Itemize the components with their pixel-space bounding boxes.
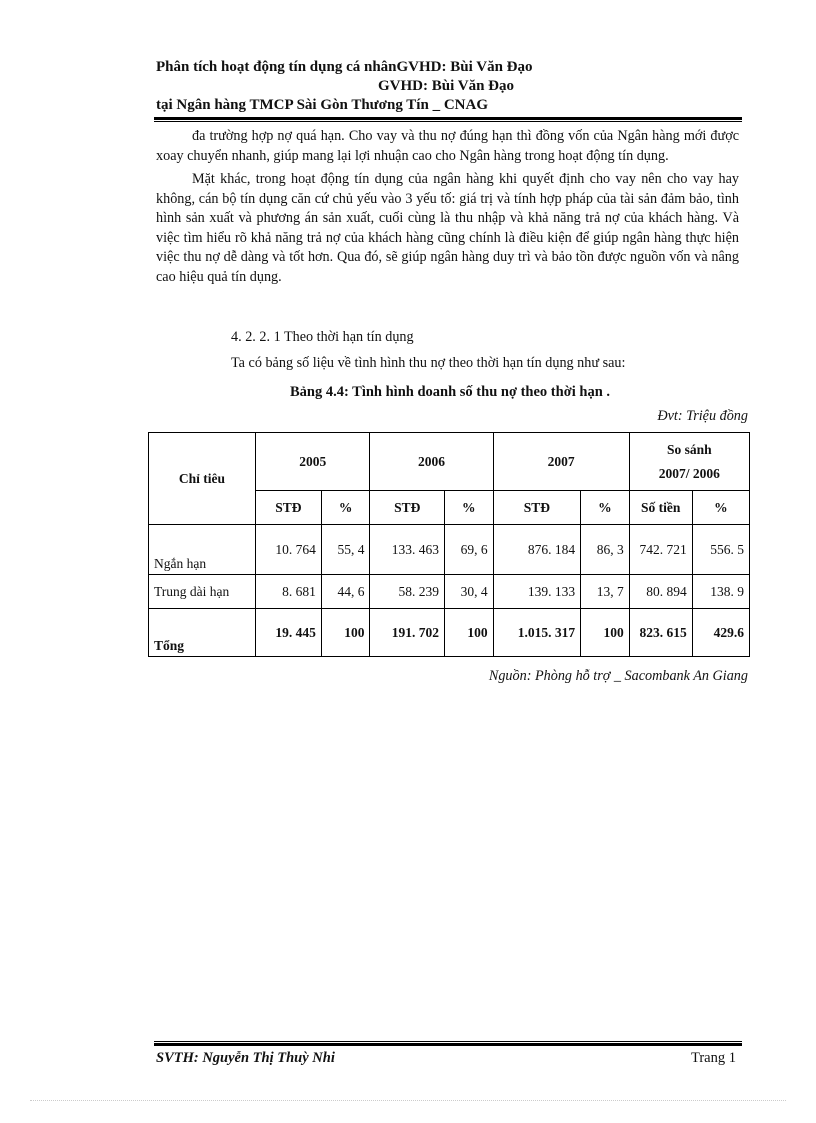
cell-compare-amount: 742. 721 [629, 525, 692, 575]
table-caption: Bảng 4.4: Tình hình doanh số thu nợ theo thời hạn . [289, 384, 611, 400]
header-title-line1: Phân tích hoạt động tín dụng cá nhânGVHD: Bùi Văn Đạo [156, 59, 533, 75]
cell-2007-value: 1.015. 317 [493, 609, 580, 657]
body-text [156, 127, 739, 291]
header-std: STĐ [256, 491, 322, 525]
cell-2005-value: 19. 445 [256, 609, 322, 657]
table-source: Nguồn: Phòng hỗ trợ _ Sacombank An Giang [488, 668, 748, 684]
header-pct: % [581, 491, 630, 525]
paragraph-1: đa trường hợp nợ quá hạn. Cho vay và thu nợ đúng hạn thì đồng vốn của Ngân hàng mới được xoay chuyển nhanh, giúp mang lại lợi nhuận cao cho Ngân hàng trong hoạt động tín dụng. [156, 128, 739, 164]
cell-2005-pct: 100 [321, 609, 370, 657]
page-bottom-divider [30, 1100, 786, 1101]
table-row [149, 525, 750, 575]
cell-2006-value: 58. 239 [370, 575, 445, 609]
header-std: STĐ [370, 491, 445, 525]
header-2006: 2006 [370, 433, 493, 491]
cell-2005-pct: 44, 6 [321, 575, 370, 609]
cell-compare-amount: 80. 894 [629, 575, 692, 609]
row-label: Trung dài hạn [149, 575, 256, 609]
table-row-total [149, 609, 750, 657]
header-amount: Số tiền [629, 491, 692, 525]
page-header [156, 58, 740, 115]
header-compare-line2: 2007/ 2006 [658, 465, 720, 481]
header-compare-line1: So sánh [667, 441, 712, 457]
cell-compare-pct: 429.6 [692, 609, 749, 657]
cell-2006-value: 133. 463 [370, 525, 445, 575]
cell-2006-pct: 30, 4 [445, 575, 494, 609]
header-2005: 2005 [256, 433, 370, 491]
footer-rule-thin [154, 1041, 742, 1042]
cell-2005-value: 10. 764 [256, 525, 322, 575]
cell-2005-pct: 55, 4 [321, 525, 370, 575]
cell-2007-pct: 100 [581, 609, 630, 657]
cell-compare-pct: 556. 5 [692, 525, 749, 575]
paragraph-2: Mặt khác, trong hoạt động tín dụng của ngân hàng khi quyết định cho vay nên cho vay hay không, cán bộ tín dụng căn cứ chủ yếu vào 3 yếu tố: giá trị và tính hợp pháp của tài sản đảm bảo, tình hình sản xuất và phương án sản xuất, cuối cùng là thu nhập và khả năng trả nợ của khách hàng. Và việc tìm hiểu rõ khả năng trả nợ của khách hàng cũng chính là điều kiện để giúp ngân hàng thực hiện việc thu nợ dễ dàng và tốt hơn. Qua đó, sẽ giúp ngân hàng duy trì và bảo tồn được nguồn vốn và nâng cao hiệu quả tín dụng. [156, 171, 739, 285]
table-row [149, 575, 750, 609]
header-std: STĐ [493, 491, 580, 525]
page-number: Trang 1 [691, 1050, 736, 1066]
header-rule-thin [154, 121, 742, 122]
cell-2006-value: 191. 702 [370, 609, 445, 657]
section-heading: 4. 2. 2. 1 Theo thời hạn tín dụng [231, 329, 414, 345]
cell-compare-amount: 823. 615 [629, 609, 692, 657]
row-label: Tổng [149, 609, 256, 657]
header-pct: % [321, 491, 370, 525]
cell-2006-pct: 69, 6 [445, 525, 494, 575]
header-2007: 2007 [493, 433, 629, 491]
footer-rule-thick [154, 1043, 742, 1046]
row-label: Ngắn hạn [149, 525, 256, 575]
page-footer [156, 1050, 736, 1067]
cell-2007-pct: 86, 3 [581, 525, 630, 575]
cell-compare-pct: 138. 9 [692, 575, 749, 609]
header-rule-thick [154, 117, 742, 120]
cell-2007-pct: 13, 7 [581, 575, 630, 609]
table-unit: Đvt: Triệu đồng [657, 408, 748, 424]
cell-2006-pct: 100 [445, 609, 494, 657]
header-pct: % [445, 491, 494, 525]
header-indicator: Chỉ tiêu [149, 433, 256, 525]
header-compare [629, 433, 749, 491]
collection-table [148, 432, 750, 657]
cell-2005-value: 8. 681 [256, 575, 322, 609]
header-pct: % [692, 491, 749, 525]
cell-2007-value: 876. 184 [493, 525, 580, 575]
header-advisor: GVHD: Bùi Văn Đạo [378, 78, 514, 94]
header-title-line2: tại Ngân hàng TMCP Sài Gòn Thương Tín _ CNAG [156, 97, 488, 113]
cell-2007-value: 139. 133 [493, 575, 580, 609]
student-name: SVTH: Nguyễn Thị Thuỳ Nhi [156, 1050, 335, 1066]
table-intro: Ta có bảng số liệu về tình hình thu nợ theo thời hạn tín dụng như sau: [231, 355, 626, 371]
